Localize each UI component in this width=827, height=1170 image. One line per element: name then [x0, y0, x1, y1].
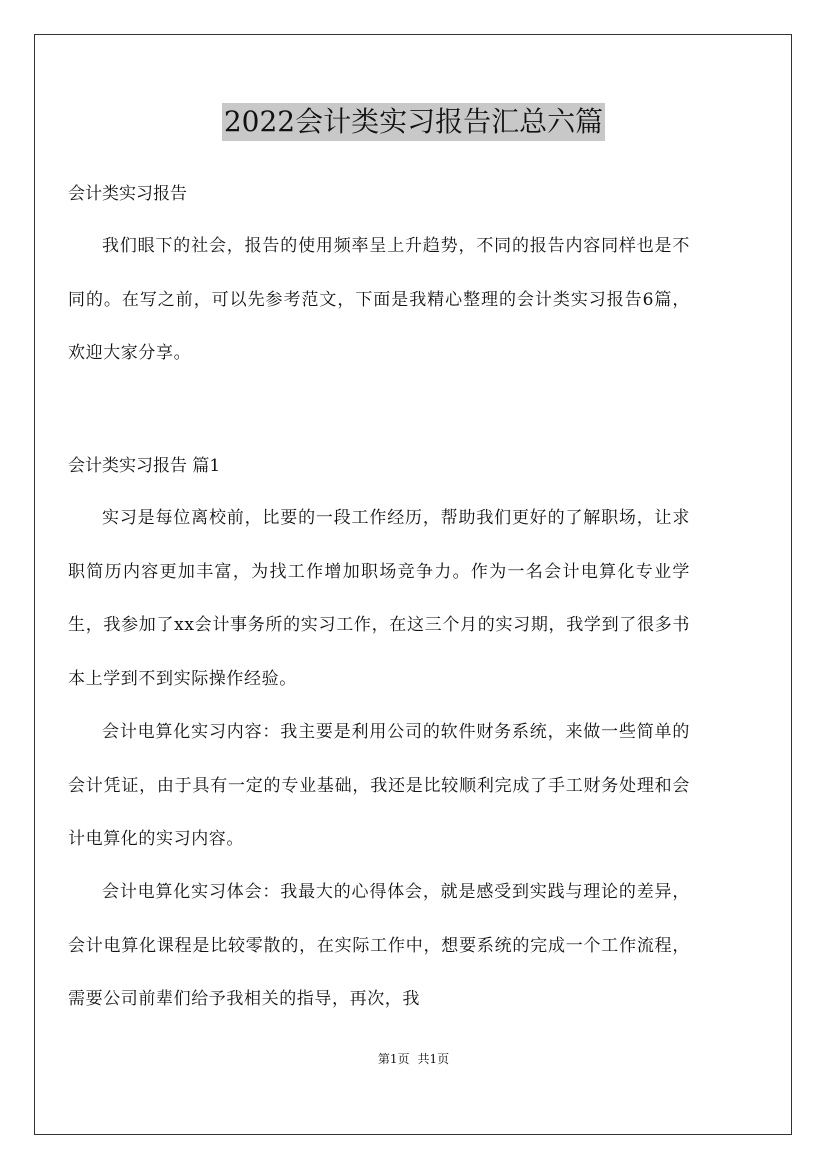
page-number: 第1页 [377, 1052, 410, 1066]
document-title-text: 2022会计类实习报告汇总六篇 [222, 103, 605, 141]
body-paragraph-3: 会计电算化实习体会：我最大的心得体会，就是感受到实践与理论的差异，会计电算化课程是比较零散的，在实际工作中，想要系统的完成一个工作流程，需要公司前辈们给予我相关的指导，再次，我 [68, 882, 690, 1009]
page-footer [0, 1050, 827, 1067]
page-total: 共1页 [417, 1052, 450, 1066]
body-paragraph-1: 实习是每位离校前，比要的一段工作经历，帮助我们更好的了解职场，让求职简历内容更加丰富，为找工作增加职场竞争力。作为一名会计电算化专业学生，我参加了xx会计事务所的实习工作，在这三个月的实习期，我学到了很多书本上学到不到实际操作经验。 [68, 508, 690, 689]
intro-paragraph: 我们眼下的社会，报告的使用频率呈上升趋势，不同的报告内容同样也是不同的。在写之前，可以先参考范文，下面是我精心整理的会计类实习报告6篇，欢迎大家分享。 [68, 236, 690, 363]
article-heading: 会计类实习报告 篇1 [68, 456, 221, 476]
body-paragraph-2: 会计电算化实习内容：我主要是利用公司的软件财务系统，来做一些简单的会计凭证，由于具有一定的专业基础，我还是比较顺利完成了手工财务处理和会计电算化的实习内容。 [68, 722, 690, 849]
document-title [0, 102, 827, 141]
section-heading: 会计类实习报告 [68, 184, 187, 204]
